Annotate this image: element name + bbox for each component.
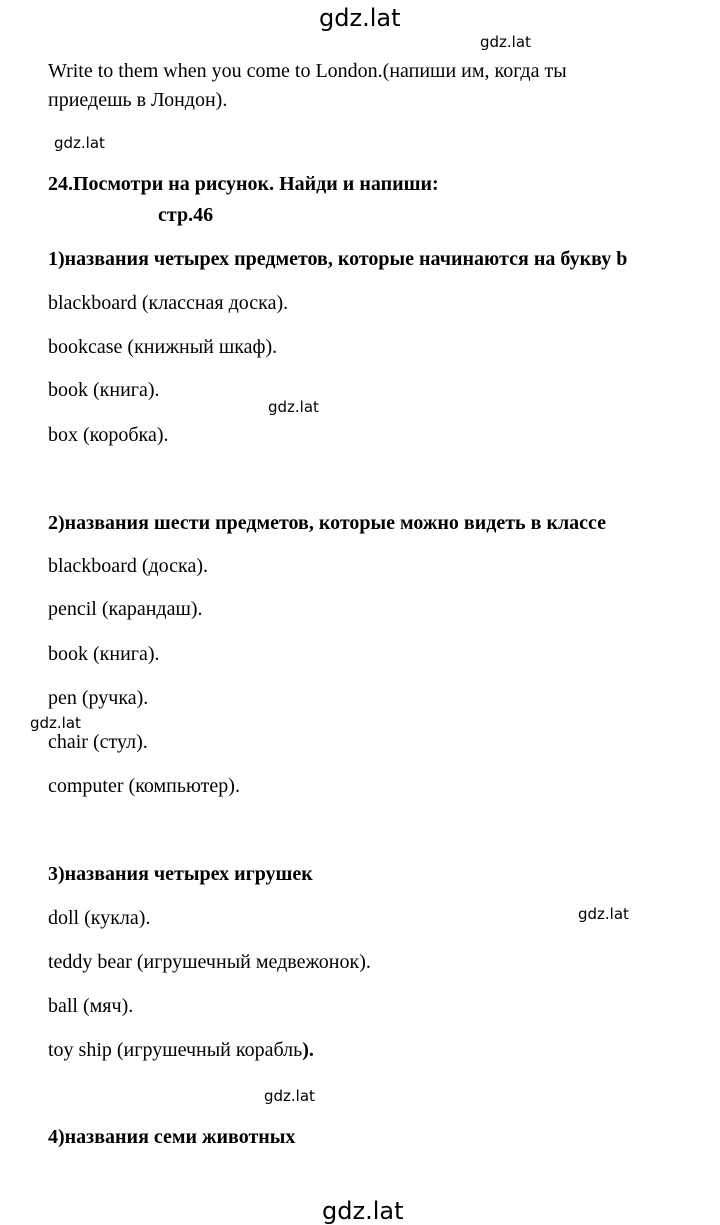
exercise-title: 24.Посмотри на рисунок. Найди и напиши: bbox=[48, 173, 439, 195]
intro-line-2: приедешь в Лондон). bbox=[48, 89, 228, 111]
list-item: computer (компьютер). bbox=[48, 775, 240, 797]
section4-heading: 4)названия семи животных bbox=[48, 1126, 296, 1148]
watermark: gdz.lat bbox=[30, 714, 81, 732]
list-item: pen (ручка). bbox=[48, 687, 149, 709]
watermark: gdz.lat bbox=[480, 33, 531, 51]
list-item: pencil (карандаш). bbox=[48, 598, 203, 620]
watermark-bottom: gdz.lat bbox=[322, 1197, 404, 1225]
list-item: book (книга). bbox=[48, 379, 160, 401]
list-item-text: toy ship (игрушечный корабль bbox=[48, 1039, 303, 1061]
list-item: blackboard (доска). bbox=[48, 555, 209, 577]
list-item: bookcase (книжный шкаф). bbox=[48, 336, 278, 358]
list-item: ball (мяч). bbox=[48, 995, 134, 1017]
list-item: teddy bear (игрушечный медвежонок). bbox=[48, 951, 371, 973]
exercise-page: стр.46 bbox=[158, 204, 214, 226]
list-item: book (книга). bbox=[48, 643, 160, 665]
watermark: gdz.lat bbox=[578, 905, 629, 923]
watermark: gdz.lat bbox=[54, 134, 105, 152]
watermark-top: gdz.lat bbox=[319, 4, 401, 32]
list-item: chair (стул). bbox=[48, 731, 148, 753]
intro-line-1: Write to them when you come to London.(напиши им, когда ты bbox=[48, 60, 567, 82]
section2-heading: 2)названия шести предметов, которые можно видеть в классе bbox=[48, 512, 607, 534]
list-item: blackboard (классная доска). bbox=[48, 292, 289, 314]
section3-heading: 3)названия четырех игрушек bbox=[48, 863, 313, 885]
section1-heading: 1)названия четырех предметов, которые начинаются на букву b bbox=[48, 248, 628, 270]
list-item-suffix: ). bbox=[302, 1039, 314, 1061]
list-item: box (коробка). bbox=[48, 424, 169, 446]
list-item bbox=[48, 1038, 314, 1062]
watermark: gdz.lat bbox=[264, 1087, 315, 1105]
watermark: gdz.lat bbox=[268, 398, 319, 416]
list-item: doll (кукла). bbox=[48, 907, 151, 929]
